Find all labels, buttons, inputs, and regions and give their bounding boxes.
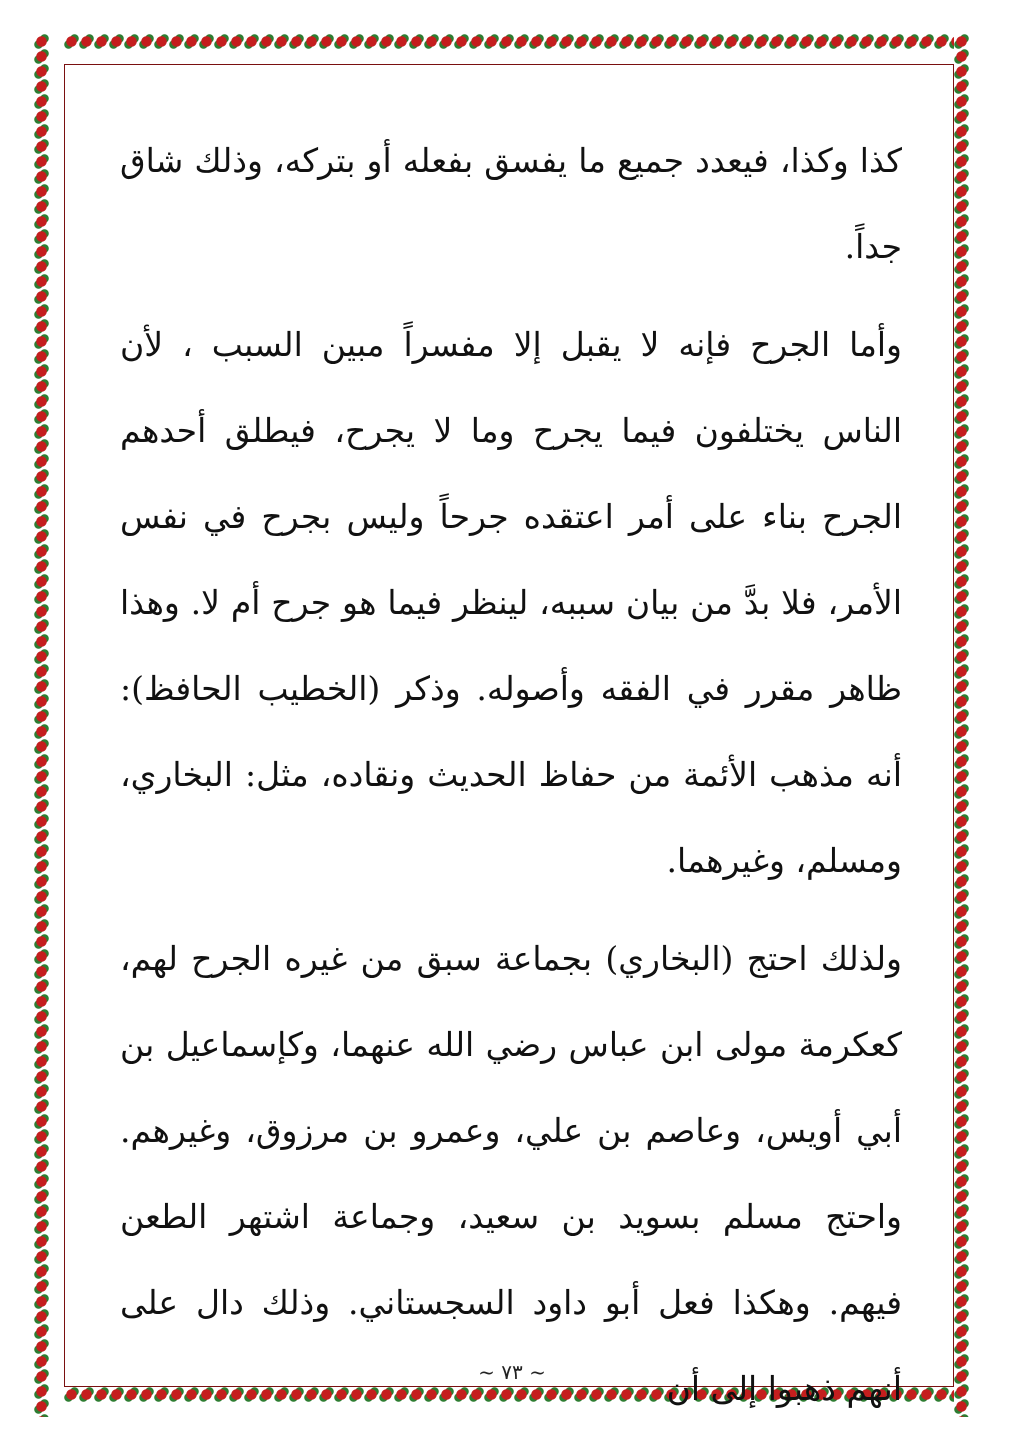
paragraph-2: وأما الجرح فإنه لا يقبل إلا مفسراً مبين السبب ، لأن الناس يختلفون فيما يجرح وما لا يجرح، فيطلق أحدهم الجرح بناء على أمر اعتقده جرحاً وليس بجرح في نفس الأمر، فلا بدَّ من بيان سببه، لينظر فيما هو جرح أم لا. وهذا ظاهر مقرر في الفقه وأصوله. وذكر (الخطيب الحافظ): أنه مذهب الأئمة من حفاظ الحديث ونقاده، مثل: البخاري، ومسلم، وغيرهما.	[120, 325, 902, 880]
paragraph-1: كذا وكذا، فيعدد جميع ما يفسق بفعله أو بتركه، وذلك شاق جداً.	[120, 141, 902, 266]
page-body-text	[120, 118, 902, 1444]
floral-border-top	[34, 34, 984, 64]
floral-border-right	[954, 34, 984, 1417]
page-number: ~ ٧٣ ~	[478, 1360, 546, 1384]
paragraph-3: ولذلك احتج (البخاري) بجماعة سبق من غيره الجرح لهم، كعكرمة مولى ابن عباس رضي الله عنهما، وكإسماعيل بن أبي أويس، وعاصم بن علي، وعمرو بن مرزوق، وغيرهم. واحتج مسلم بسويد بن سعيد، وجماعة اشتهر الطعن فيهم. وهكذا فعل أبو داود السجستاني. وذلك دال على أنهم ذهبوا إلى أن	[120, 939, 902, 1408]
floral-border-left	[34, 34, 64, 1417]
